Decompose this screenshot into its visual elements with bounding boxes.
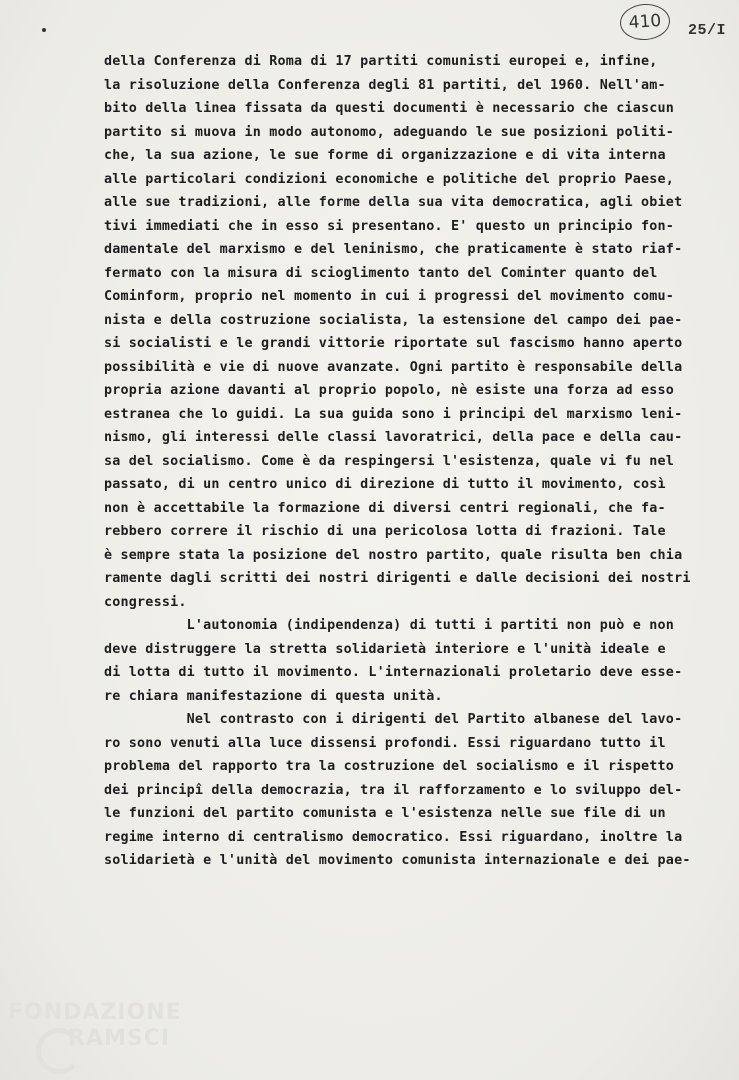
watermark-line-1: FONDAZIONE <box>8 1000 182 1025</box>
archive-number-stamp: 410 <box>619 2 671 41</box>
page-number: 25/I <box>688 22 727 39</box>
watermark-line-2: RAMSCI <box>68 1026 171 1051</box>
ink-dot <box>42 28 46 32</box>
typewritten-body-text: della Conferenza di Roma di 17 partiti comunisti europei e, infine, la risoluzione della Conferenza degli 81 partiti, del 1960. Nell'am- bito della linea fissata da questi documenti è necessario che ciascun partito si muova in modo autonomo, adeguando le sue posizioni politi- che, la sua azione, le sue forme di organizzazione e di vita interna alle particolari condizioni economiche e politiche del proprio Paese, alle sue tradizioni, alle forme della sua vita democratica, agli obiet tivi immediati che in esso si presentano. E' questo un principio fon- damentale del marxismo e del leninismo, che praticamente è stato riaf- fermato con la misura di scioglimento tanto del Cominter quanto del Cominform, proprio nel momento in cui i progressi del movimento comu- nista e della costruzione socialista, la estensione del campo dei pae- si socialisti e le grandi vittorie riportate sul fascismo hanno aperto possibilità e vie di nuove avanzate. Ogni partito è responsabile della propria azione davanti al proprio popolo, nè esiste una forza ad esso estranea che lo guidi. La sua guida sono i principi del marxismo leni- nismo, gli interessi delle classi lavoratrici, della pace e della cau- sa del socialismo. Come è da respingersi l'esistenza, quale vi fu nel passato, di un centro unico di direzione di tutto il movimento, così non è accettabile la formazione di diversi centri regionali, che fa- rebbero correre il rischio di una pericolosa lotta di frazioni. Tale è sempre stata la posizione del nostro partito, quale risulta ben chia ramente dagli scritti dei nostri dirigenti e dalle decisioni dei nostri congressi. L'autonomia (indipendenza) di tutti i partiti non può e non deve distruggere la stretta solidarietà interiore e l'unità ideale e di lotta di tutto il movimento. L'internazionali proletario deve esse- re chiara manifestazione di questa unità. Nel contrasto con i dirigenti del Partito albanese del lavo- ro sono venuti alla luce dissensi profondi. Essi riguardano tutto il problema del rapporto tra la costruzione del socialismo e il rispetto dei principî della democrazia, tra il rafforzamento e lo sviluppo del- le funzioni del partito comunista e l'esistenza nelle sue file di un regime interno di centralismo democratico. Essi riguardano, inoltre la solidarietà e l'unità del movimento comunista internazionale e dei pae- <box>104 54 691 868</box>
fondazione-gramsci-watermark <box>8 1000 208 1072</box>
